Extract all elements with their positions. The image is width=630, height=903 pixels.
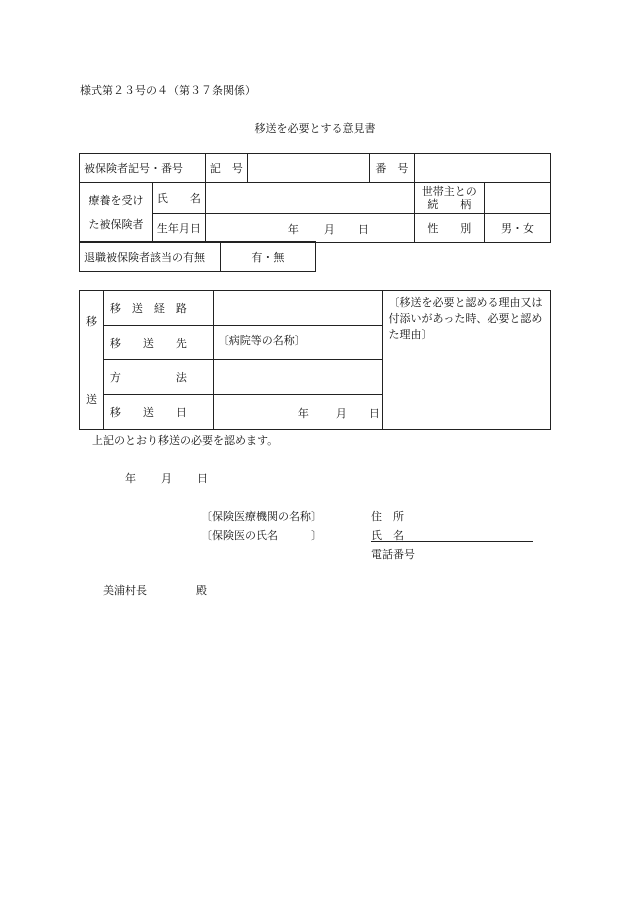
retired-value[interactable]: 有・無 xyxy=(220,242,315,272)
bango-value[interactable] xyxy=(414,154,550,183)
name-label: 氏 名 xyxy=(152,183,205,214)
sex-label: 性 別 xyxy=(414,214,484,243)
retired-table xyxy=(79,241,316,272)
reason-hint: 〔移送を必要と認める理由又は付添いがあった時、必要と認めた理由〕 xyxy=(388,296,543,341)
transfer-date-month: 月 xyxy=(335,407,347,420)
kigo-value[interactable] xyxy=(247,154,369,183)
transfer-side-bottom: 送 xyxy=(86,393,97,406)
signature-line[interactable] xyxy=(371,541,533,542)
method-value[interactable] xyxy=(213,360,382,395)
destination-label: 移 送 先 xyxy=(103,326,213,360)
sign-day: 日 xyxy=(197,472,208,485)
doctor-label: 〔保険医の氏名 〕 xyxy=(201,529,322,542)
kigo-label: 記 号 xyxy=(205,154,247,183)
household-label-line-1: 世帯主との xyxy=(421,185,477,198)
bango-label: 番 号 xyxy=(370,154,415,183)
date-value[interactable] xyxy=(213,395,382,430)
date-label: 移 送 日 xyxy=(103,395,213,430)
document-title: 移送を必要とする意見書 xyxy=(254,122,376,135)
institution-label: 〔保険医療機関の名称〕 xyxy=(201,510,322,523)
patient-label-line-2: た被保険者 xyxy=(88,217,144,231)
destination-hint: 〔病院等の名称〕 xyxy=(217,334,306,347)
transfer-side-label xyxy=(80,291,104,430)
honorific: 殿 xyxy=(196,584,207,597)
retired-label: 退職被保険者該当の有無 xyxy=(80,242,221,272)
transfer-side-top: 移 xyxy=(86,315,97,328)
birth-value[interactable] xyxy=(205,214,414,243)
birth-label: 生年月日 xyxy=(152,214,205,243)
name-value[interactable] xyxy=(205,183,414,214)
household-label xyxy=(414,183,484,214)
household-label-line-2: 続 柄 xyxy=(427,198,472,211)
address-label: 住 所 xyxy=(371,510,404,523)
certify-text: 上記のとおり移送の必要を認めます。 xyxy=(92,434,279,447)
phone-label: 電話番号 xyxy=(371,548,415,561)
patient-label xyxy=(80,183,153,243)
insured-number-label: 被保険者記号・番号 xyxy=(80,154,206,183)
sign-month: 月 xyxy=(161,472,172,485)
birth-month: 月 xyxy=(323,223,335,236)
transfer-date-year: 年 xyxy=(297,407,309,420)
birth-year: 年 xyxy=(287,223,299,236)
route-value[interactable] xyxy=(213,291,382,326)
birth-day: 日 xyxy=(357,223,369,236)
addressee: 美浦村長 xyxy=(103,584,147,597)
patient-label-line-1: 療養を受け xyxy=(88,193,144,207)
destination-value[interactable] xyxy=(213,326,382,360)
insured-table xyxy=(79,153,551,243)
sex-value[interactable]: 男・女 xyxy=(484,214,550,243)
route-label: 移 送 経 路 xyxy=(103,291,213,326)
transfer-table xyxy=(79,290,551,430)
signer-name-label: 氏 名 xyxy=(371,529,404,542)
reason-box[interactable] xyxy=(382,291,550,430)
method-label: 方 法 xyxy=(103,360,213,395)
household-value[interactable] xyxy=(484,183,550,214)
sign-year: 年 xyxy=(125,472,136,485)
transfer-date-day: 日 xyxy=(368,407,380,420)
form-number: 様式第２３号の４（第３７条関係） xyxy=(80,84,256,97)
